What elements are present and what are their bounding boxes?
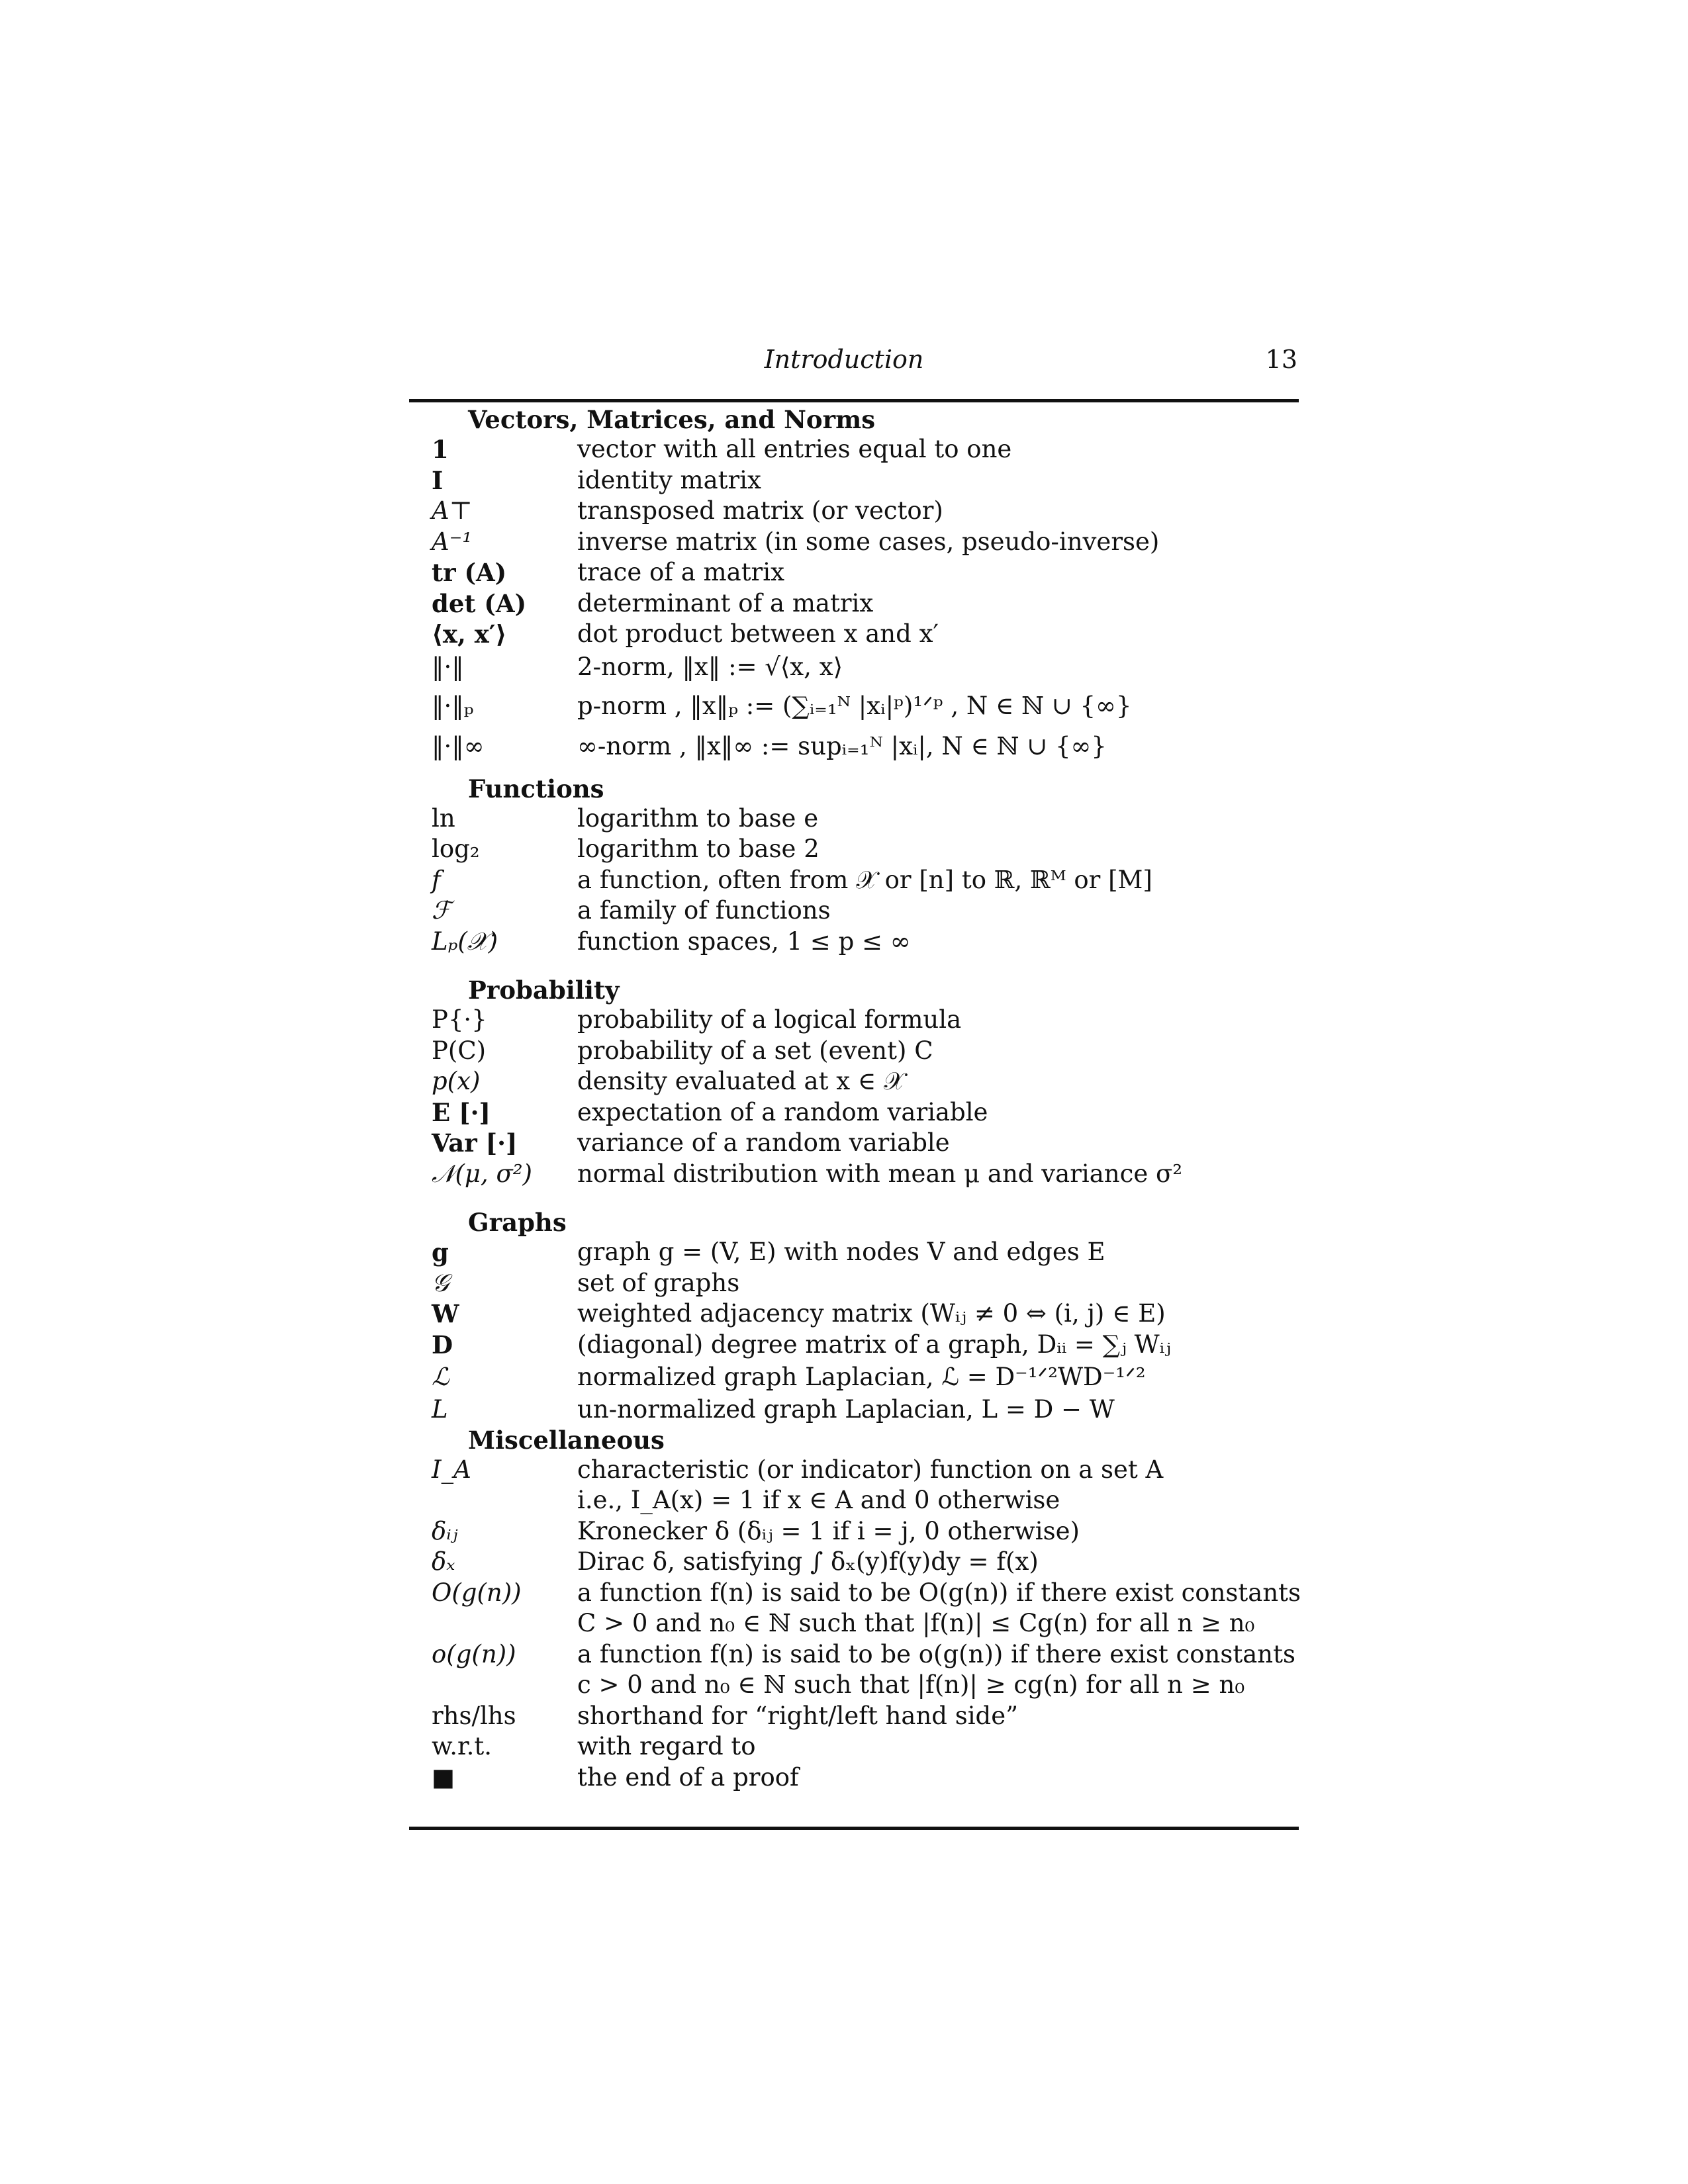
glossary-entry [432,1578,1299,1609]
entry-description: trace of a matrix [577,558,784,586]
entry-description: a function f(n) is said to be O(g(n)) if there exist constants [577,1578,1301,1607]
entry-symbol: o(g(n)) [432,1639,516,1668]
glossary-entry [432,1066,1299,1097]
glossary-entry [432,465,1299,496]
glossary-entry [432,619,1299,650]
glossary-entry-continuation [432,1485,1299,1516]
glossary-entry [432,1701,1299,1732]
entry-description: vector with all entries equal to one [577,435,1012,463]
entry-symbol: ‖·‖ₚ [432,691,474,720]
entry-symbol: P(C) [432,1036,487,1065]
entry-symbol: I_A [432,1455,471,1484]
qed-square-icon: ■ [432,1762,455,1792]
entry-description: un-normalized graph Laplacian, L = D − W [577,1395,1115,1424]
top-rule [409,399,1299,402]
entry-description: weighted adjacency matrix (Wᵢⱼ ≠ 0 ⇔ (i, j) ∈ E) [577,1299,1166,1328]
entry-symbol [432,1485,577,1516]
section-vectors-matrices-norms [432,405,1299,765]
glossary-entry [432,895,1299,927]
glossary-entry [432,834,1299,865]
entry-description: density evaluated at x ∈ 𝒳 [577,1067,905,1095]
entry-symbol: I [432,465,444,495]
entry-symbol: g [432,1238,449,1267]
entry-description: probability of a set (event) C [577,1036,933,1065]
section-functions [432,774,1299,958]
entry-description: identity matrix [577,465,761,494]
glossary-entry [432,1516,1299,1547]
entry-description: characteristic (or indicator) function on a set A [577,1455,1164,1484]
entry-description: function spaces, 1 ≤ p ≤ ∞ [577,927,911,956]
entry-symbol: ‖·‖ [432,652,464,681]
entry-symbol: p(x) [432,1067,481,1095]
glossary-entry [432,588,1299,619]
entry-symbol: ‖·‖∞ [432,731,485,760]
entry-symbol: w.r.t. [432,1732,492,1760]
glossary-entry [432,650,1299,684]
glossary-entry [432,1455,1299,1486]
section-title: Functions [468,774,604,803]
entry-symbol: tr (A) [432,558,507,587]
entry-description: i.e., I_A(x) = 1 if x ∈ A and 0 otherwise [577,1486,1060,1514]
entry-symbol: ⟨x, x′⟩ [432,619,507,649]
glossary-entry [432,1762,1299,1794]
entry-description: Kronecker δ (δᵢⱼ = 1 if i = j, 0 otherwise) [577,1516,1080,1545]
glossary-entry [432,1268,1299,1299]
glossary-entry [432,684,1299,728]
entry-symbol: det (A) [432,588,527,618]
entry-description: logarithm to base 2 [577,835,820,863]
entry-description: determinant of a matrix [577,588,874,617]
entry-symbol: E [·] [432,1097,491,1127]
section-title: Miscellaneous [468,1425,665,1455]
entry-description: 2-norm, ‖x‖ := √⟨x, x⟩ [577,652,843,681]
entry-symbol: L [432,1395,448,1424]
glossary-entry [432,803,1299,835]
glossary-entry [432,927,1299,958]
glossary-entry [432,1036,1299,1067]
entry-description: normalized graph Laplacian, ℒ = D⁻¹ᐟ²WD⁻¹ᐟ² [577,1363,1146,1391]
entry-symbol: P{·} [432,1005,487,1034]
glossary-entry [432,1237,1299,1268]
entry-symbol: δₓ [432,1547,455,1576]
glossary-entry [432,1731,1299,1762]
entry-description: set of graphs [577,1268,740,1297]
entry-description: variance of a random variable [577,1128,950,1157]
entry-description: ∞-norm , ‖x‖∞ := supᵢ₌₁ᴺ |xᵢ|, N ∈ ℕ ∪ {∞} [577,731,1107,760]
entry-symbol: ln [432,803,455,833]
entry-description: the end of a proof [577,1762,799,1792]
glossary-entry [432,527,1299,558]
entry-symbol: Var [·] [432,1128,518,1158]
glossary-entry [432,1097,1299,1128]
entry-symbol: log₂ [432,835,480,863]
entry-symbol: O(g(n)) [432,1578,522,1607]
glossary-entry [432,557,1299,588]
entry-description: shorthand for “right/left hand side” [577,1701,1019,1730]
entry-symbol [432,1670,577,1701]
section-title: Vectors, Matrices, and Norms [468,405,876,434]
entry-symbol: f [432,865,441,894]
entry-description: dot product between x and x′ [577,619,939,648]
entry-description: a family of functions [577,896,831,925]
glossary-entry [432,1394,1299,1426]
bottom-rule [409,1827,1299,1830]
entry-symbol: 𝒢 [432,1268,449,1297]
glossary-entry-continuation [432,1670,1299,1701]
entry-description: c > 0 and n₀ ∈ ℕ such that |f(n)| ≥ cg(n) for all n ≥ n₀ [577,1670,1245,1699]
entry-description: a function f(n) is said to be o(g(n)) if there exist constants [577,1639,1295,1668]
entry-symbol: ℒ [432,1363,449,1391]
page-number: 13 [1265,345,1297,374]
glossary-entry [432,1639,1299,1670]
entry-description: with regard to [577,1732,756,1760]
running-header-title: Introduction [764,345,924,374]
entry-description: graph g = (V, E) with nodes V and edges E [577,1238,1105,1266]
entry-symbol: δᵢⱼ [432,1516,458,1545]
section-miscellaneous [432,1426,1299,1794]
entry-description: probability of a logical formula [577,1005,962,1034]
section-graphs [432,1208,1299,1426]
glossary-entry-continuation [432,1608,1299,1639]
section-probability [432,976,1299,1189]
entry-symbol [432,1608,577,1639]
glossary-entry [432,496,1299,527]
entry-symbol: W [432,1299,459,1328]
entry-description: normal distribution with mean μ and variance σ² [577,1159,1183,1188]
section-title: Probability [468,976,620,1005]
glossary-entry [432,1159,1299,1190]
entry-symbol: ℱ [432,896,451,925]
entry-description: C > 0 and n₀ ∈ ℕ such that |f(n)| ≤ Cg(n) for all n ≥ n₀ [577,1609,1255,1637]
section-title: Graphs [468,1208,567,1237]
entry-symbol: rhs/lhs [432,1701,516,1730]
glossary-entry [432,728,1299,765]
entry-symbol: A⁻¹ [432,527,473,556]
entry-symbol: 1 [432,435,449,464]
glossary-entry [432,1330,1299,1361]
entry-description: Dirac δ, satisfying ∫ δₓ(y)f(y)dy = f(x) [577,1547,1039,1576]
entry-description: (diagonal) degree matrix of a graph, Dᵢᵢ = ∑ⱼ Wᵢⱼ [577,1330,1171,1359]
entry-symbol: A⊤ [432,496,473,525]
entry-description: p-norm , ‖x‖ₚ := (∑ᵢ₌₁ᴺ |xᵢ|ᵖ)¹ᐟᵖ , N ∈ ℕ ∪ {∞} [577,691,1132,720]
entry-description: logarithm to base e [577,803,819,833]
glossary-entry [432,1005,1299,1036]
entry-description: inverse matrix (in some cases, pseudo-inverse) [577,527,1160,556]
entry-description: transposed matrix (or vector) [577,496,943,525]
entry-symbol: Lₚ(𝒳) [432,927,498,956]
glossary-entry [432,434,1299,465]
entry-description: a function, often from 𝒳 or [n] to ℝ, ℝᴹ or [M] [577,865,1152,894]
glossary-entry [432,1128,1299,1159]
entry-symbol: 𝒩(μ, σ²) [432,1159,532,1188]
entry-description: expectation of a random variable [577,1097,988,1126]
entry-symbol: D [432,1330,453,1359]
notation-glossary [432,405,1299,1793]
glossary-entry [432,865,1299,896]
glossary-entry [432,1360,1299,1394]
glossary-entry [432,1547,1299,1578]
glossary-entry [432,1298,1299,1330]
